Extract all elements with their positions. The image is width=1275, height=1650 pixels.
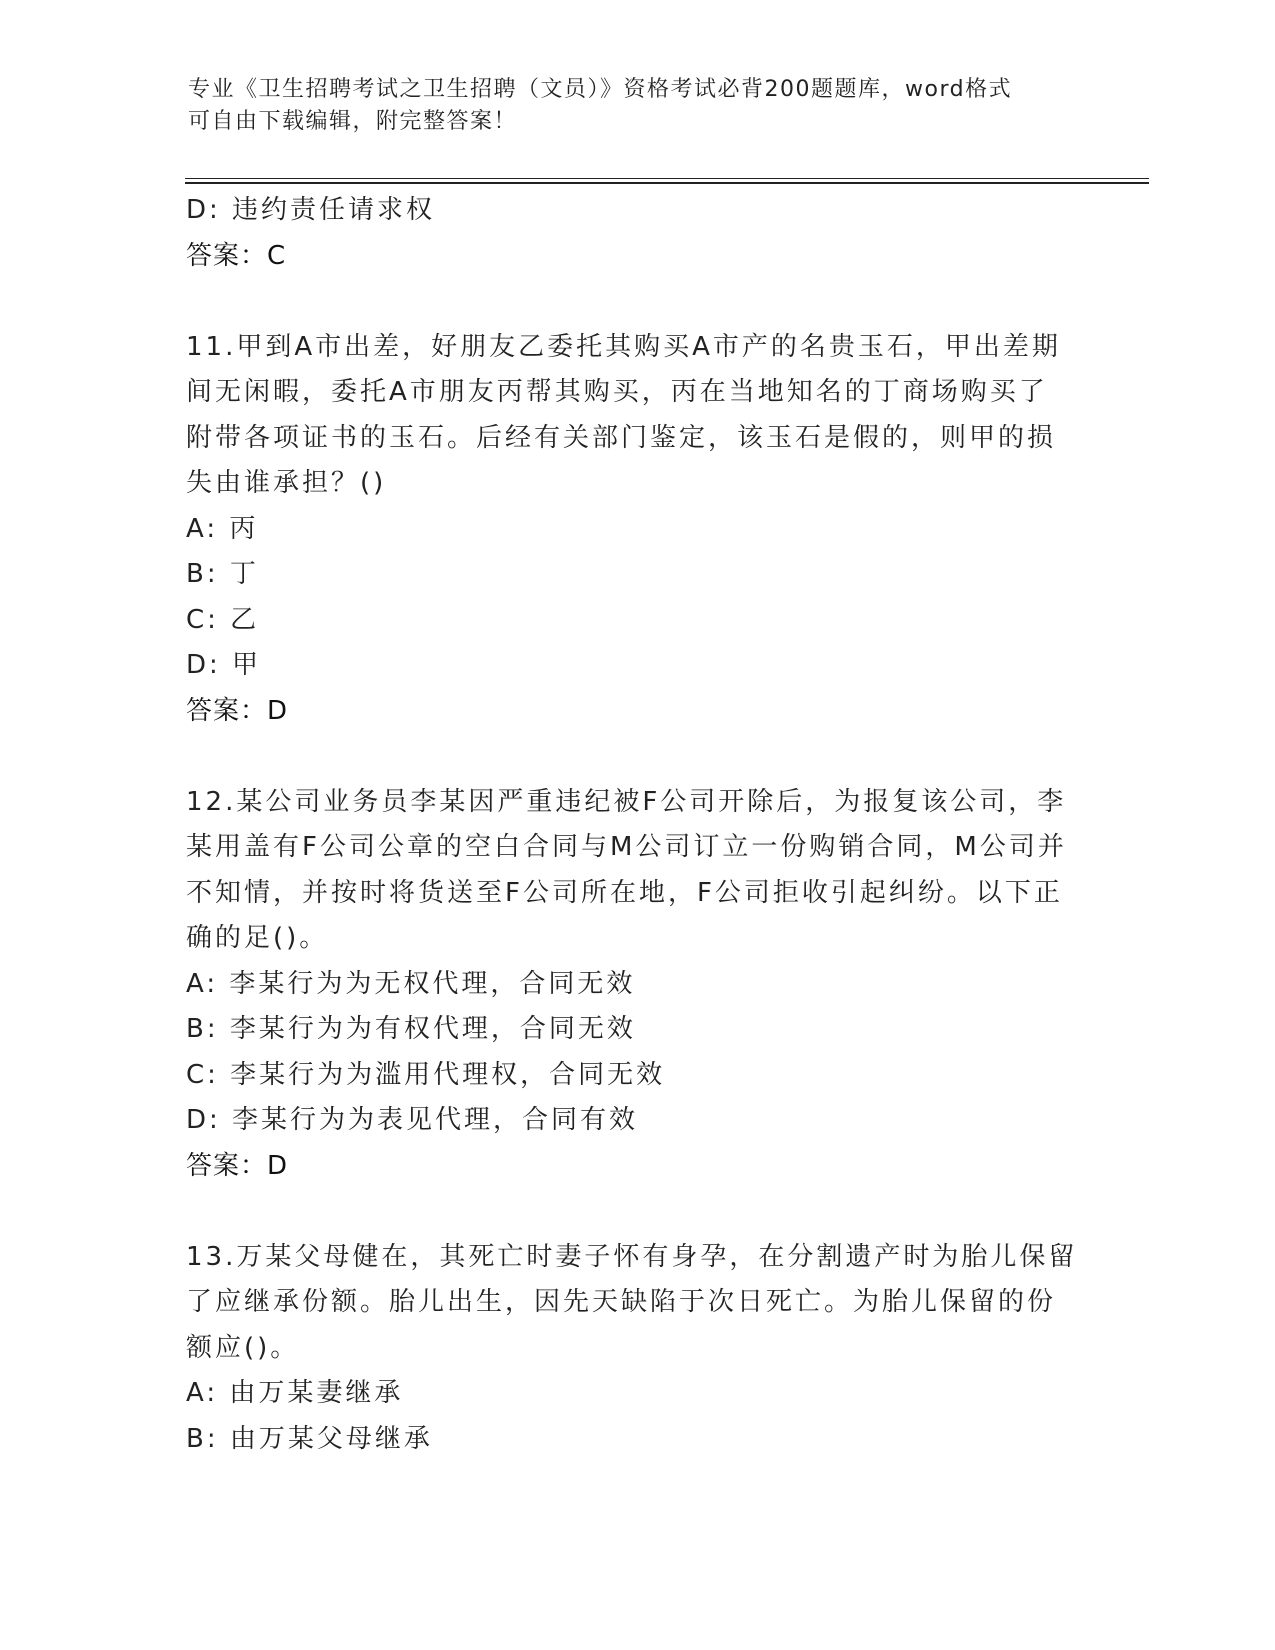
- option-d: D: 甲: [186, 650, 262, 680]
- option-a: A: 丙: [186, 513, 259, 544]
- option-d: D: 李某行为为表见代理，合同有效: [186, 1105, 639, 1135]
- answer-line: 答案：D: [186, 1150, 289, 1181]
- option-b: B: 丁: [186, 559, 259, 589]
- question-text-line: 12.某公司业务员李某因严重违纪被F公司开除后，为报复该公司，李: [186, 786, 1067, 817]
- header-divider-thick: [185, 182, 1149, 184]
- header-title-line-2: 可自由下载编辑，附完整答案！: [188, 109, 518, 134]
- option-d: D: 违约责任请求权: [186, 195, 436, 225]
- spacer: [186, 1189, 1106, 1235]
- question-text-line: 附带各项证书的玉石。后经有关部门鉴定，该玉石是假的，则甲的损: [186, 422, 1057, 453]
- question-text-line: 11.甲到A市出差，好朋友乙委托其购买A市产的名贵玉石，甲出差期: [186, 331, 1061, 362]
- page-header: [188, 74, 1088, 138]
- header-title-line-1: 专业《卫生招聘考试之卫生招聘（文员）》资格考试必背200题题库，word格式: [188, 77, 1013, 102]
- previous-question-tail: [186, 188, 1106, 279]
- question-11: [186, 325, 1106, 735]
- question-text-line: 失由谁承担？(): [186, 468, 387, 498]
- question-13: [186, 1235, 1106, 1463]
- question-12: [186, 780, 1106, 1190]
- question-text-line: 了应继承份额。胎儿出生，因先天缺陷于次日死亡。为胎儿保留的份: [186, 1287, 1057, 1317]
- question-text-line: 间无闲暇，委托A市朋友丙帮其购买，丙在当地知名的丁商场购买了: [186, 377, 1048, 407]
- option-a: A: 由万某妻继承: [186, 1378, 404, 1408]
- option-c: C: 李某行为为滥用代理权，合同无效: [186, 1059, 666, 1090]
- question-content: [186, 188, 1106, 1462]
- question-text-line: 某用盖有F公司公章的空白合同与M公司订立一份购销合同，M公司并: [186, 832, 1067, 862]
- spacer: [186, 279, 1106, 325]
- answer-line: 答案：C: [186, 240, 287, 271]
- header-divider-thin: [185, 178, 1149, 179]
- question-text-line: 确的足()。: [186, 923, 329, 953]
- option-b: B: 由万某父母继承: [186, 1423, 433, 1454]
- spacer: [186, 734, 1106, 780]
- option-b: B: 李某行为为有权代理，合同无效: [186, 1014, 636, 1044]
- answer-line: 答案：D: [186, 695, 289, 726]
- option-c: C: 乙: [186, 604, 260, 635]
- question-text-line: 额应()。: [186, 1332, 300, 1363]
- question-text-line: 不知情，并按时将货送至F公司所在地，F公司拒收引起纠纷。以下正: [186, 877, 1063, 908]
- option-a: A: 李某行为为无权代理，合同无效: [186, 968, 636, 999]
- question-text-line: 13.万某父母健在，其死亡时妻子怀有身孕，在分割遗产时为胎儿保留: [186, 1241, 1078, 1272]
